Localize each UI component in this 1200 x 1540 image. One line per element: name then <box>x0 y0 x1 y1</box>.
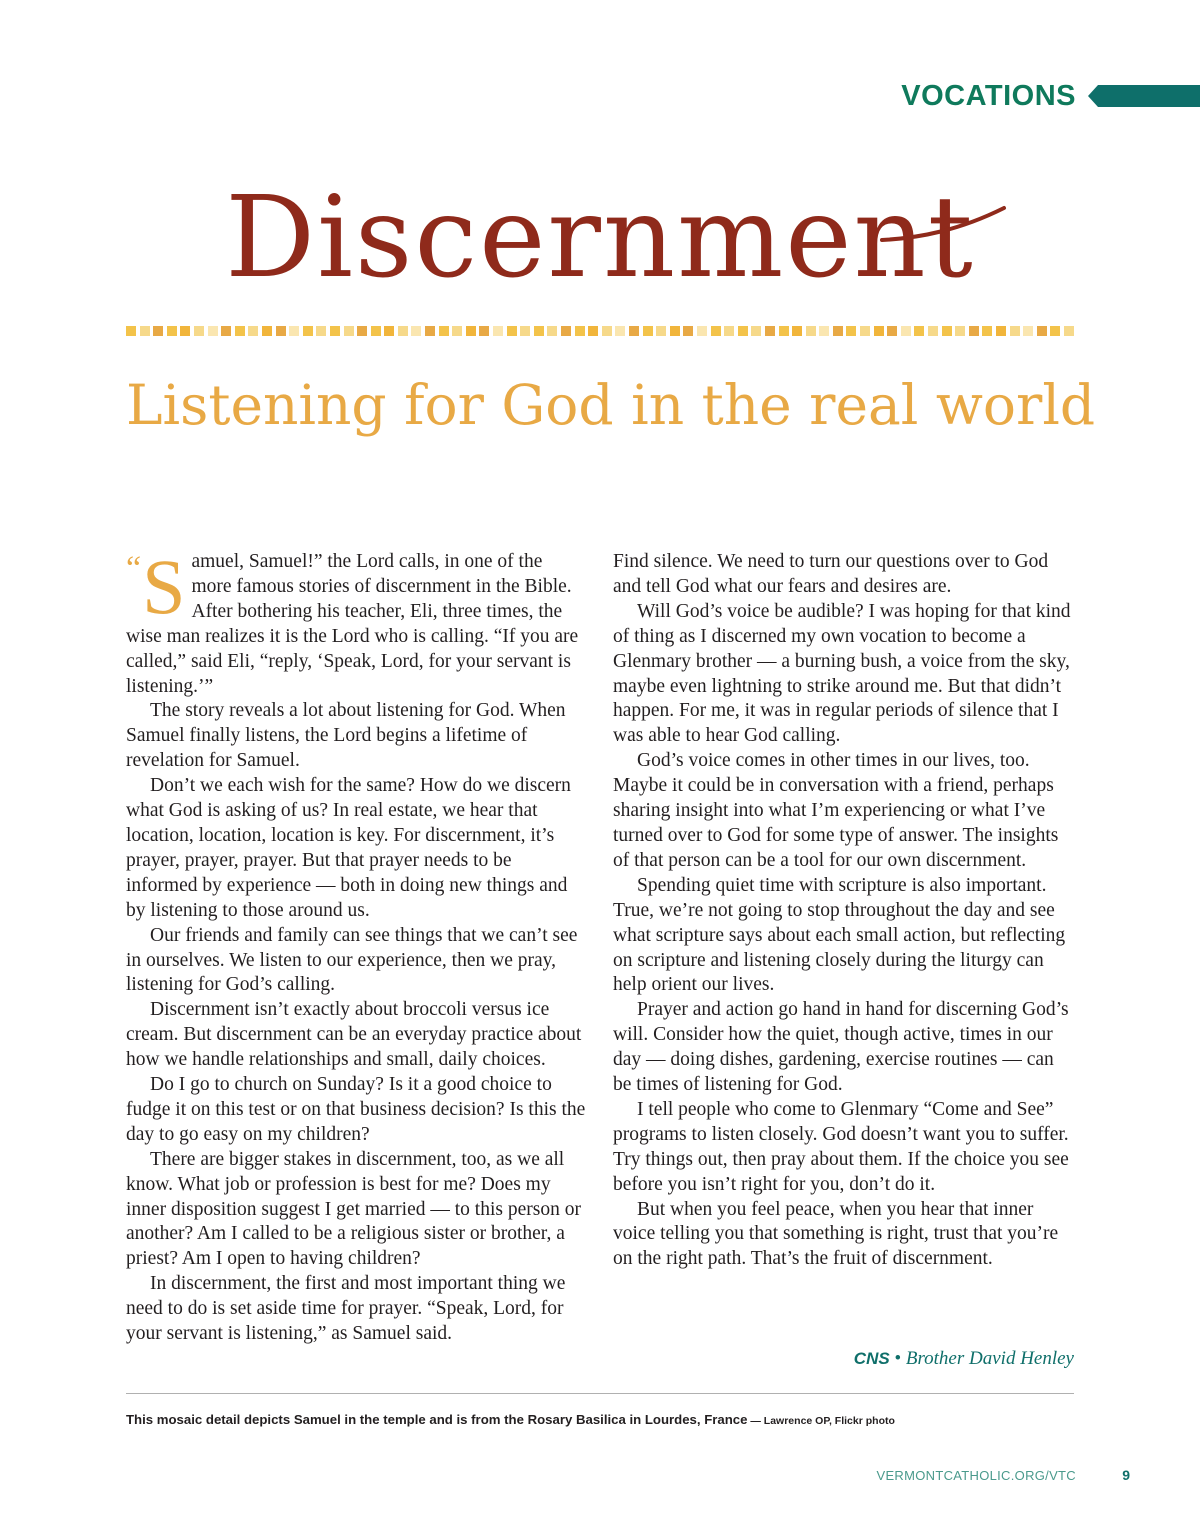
mosaic-tile <box>398 326 408 336</box>
photo-caption <box>126 1412 1074 1427</box>
mosaic-tile <box>140 326 150 336</box>
article-title: Discernment <box>225 173 975 303</box>
paragraph <box>613 998 1075 1098</box>
mosaic-tile <box>819 326 829 336</box>
mosaic-tile <box>643 326 653 336</box>
mosaic-tile <box>942 326 952 336</box>
paragraph-text: I tell people who come to Glenmary “Come and See” programs to listen closely. God doesn’t want you to suffer. Try things out, then pray about them. If the choice you see before you isn’t right for you, don’t do it. <box>613 1098 1069 1195</box>
paragraph-text: Will God’s voice be audible? I was hoping for that kind of thing as I discerned my own vocation to become a Glenmary brother — a burning bush, a voice from the sky, maybe even lightning to strike around me. But that didn’t happen. For me, it was in regular periods of silence that I was able to hear God calling. <box>613 600 1071 747</box>
paragraph <box>126 1073 586 1148</box>
mosaic-tile <box>738 326 748 336</box>
mosaic-tile <box>466 326 476 336</box>
mosaic-tile <box>520 326 530 336</box>
paragraph-text: amuel, Samuel!” the Lord calls, in one of the more famous stories of discernment in the Bible. After bothering his teacher, Eli, three times, the wise man realizes it is the Lord who is calling. “If you are called,” said Eli, “reply, ‘Speak, Lord, for your servant is listening.’” <box>126 551 579 697</box>
paragraph-text: Do I go to church on Sunday? Is it a good choice to fudge it on this test or on that business decision? Is this the day to go easy on my children? <box>126 1074 586 1145</box>
mosaic-tile <box>167 326 177 336</box>
footer-url[interactable]: VERMONTCATHOLIC.ORG/VTC <box>876 1468 1076 1483</box>
title-swash-ornament <box>880 200 1010 260</box>
section-tab-bar <box>1088 85 1200 107</box>
mosaic-tile <box>982 326 992 336</box>
mosaic-tile <box>1023 326 1033 336</box>
mosaic-tile <box>411 326 421 336</box>
mosaic-tile <box>289 326 299 336</box>
mosaic-tile <box>955 326 965 336</box>
mosaic-tile <box>371 326 381 336</box>
byline-source: CNS <box>853 1349 890 1368</box>
section-label: VOCATIONS <box>901 79 1076 112</box>
mosaic-tile <box>833 326 843 336</box>
mosaic-tile <box>846 326 856 336</box>
mosaic-tile <box>928 326 938 336</box>
mosaic-tile <box>1010 326 1020 336</box>
mosaic-tile <box>751 326 761 336</box>
mosaic-tile <box>1064 326 1074 336</box>
mosaic-tile <box>194 326 204 336</box>
byline <box>854 1348 1074 1370</box>
mosaic-tile <box>615 326 625 336</box>
article-column-right <box>613 550 1075 1272</box>
mosaic-tile <box>384 326 394 336</box>
mosaic-tile <box>316 326 326 336</box>
caption-credit: — Lawrence OP, Flickr photo <box>747 1415 895 1427</box>
mosaic-tile <box>330 326 340 336</box>
byline-author: Brother David Henley <box>905 1348 1074 1369</box>
paragraph <box>613 749 1075 874</box>
paragraph-text: The story reveals a lot about listening for God. When Samuel finally listens, the Lord begins a lifetime of revelation for Samuel. <box>126 700 566 772</box>
paragraph <box>126 924 586 999</box>
paragraph <box>613 1098 1075 1198</box>
mosaic-tile <box>303 326 313 336</box>
paragraph-text: Spending quiet time with scripture is also important. True, we’re not going to stop throughout the day and see what scripture says about each small action, but reflecting on scripture and listening closely during the liturgy can help orient our lives. <box>613 874 1066 996</box>
mosaic-tile <box>969 326 979 336</box>
mosaic-tile <box>248 326 258 336</box>
paragraph <box>613 874 1075 999</box>
mosaic-tile <box>724 326 734 336</box>
mosaic-tile <box>493 326 503 336</box>
mosaic-tile <box>575 326 585 336</box>
mosaic-tile <box>425 326 435 336</box>
paragraph-text: Prayer and action go hand in hand for discerning God’s will. Consider how the quiet, though active, times in our day — doing dishes, gardening, exercise routines — can be times of listening for God. <box>613 999 1069 1096</box>
mosaic-tile <box>792 326 802 336</box>
paragraph-text: Our friends and family can see things that we can’t see in ourselves. We listen to our experience, then we pray, listening for God’s calling. <box>126 924 578 996</box>
paragraph <box>126 774 586 923</box>
mosaic-tile <box>344 326 354 336</box>
paragraph <box>126 1272 586 1347</box>
mosaic-tile <box>507 326 517 336</box>
paragraph <box>126 1148 586 1273</box>
paragraph-text: There are bigger stakes in discernment, too, as we all know. What job or profession is best for me? Does my inner disposition suggest I get married — to this person or another? Am I called to be a religious sister or brother, a priest? Am I open to having children? <box>126 1148 581 1270</box>
mosaic-tile <box>479 326 489 336</box>
paragraph-text: Find silence. We need to turn our questions over to God and tell God what our fears and desires are. <box>613 551 1049 597</box>
page-number: 9 <box>1122 1467 1130 1483</box>
byline-separator: • <box>889 1348 906 1369</box>
mosaic-tile <box>588 326 598 336</box>
caption-text: This mosaic detail depicts Samuel in the temple and is from the Rosary Basilica in Lourdes, France <box>126 1412 748 1427</box>
paragraph <box>126 543 586 699</box>
section-tab <box>901 78 1200 114</box>
mosaic-tile <box>765 326 775 336</box>
mosaic-tile <box>629 326 639 336</box>
paragraph <box>126 998 586 1073</box>
paragraph <box>613 600 1075 749</box>
caption-divider <box>126 1393 1074 1394</box>
paragraph-text: God’s voice comes in other times in our lives, too. Maybe it could be in conversation with a friend, perhaps sharing insight into what I’m experiencing or what I’ve turned over to God for some type of answer. The insights of that person can be a tool for our own discernment. <box>613 750 1059 871</box>
paragraph-text: But when you feel peace, when you hear that inner voice telling you that something is right, trust that you’re on the right path. That’s the fruit of discernment. <box>613 1198 1059 1270</box>
article-subtitle: Listening for God in the real world <box>126 373 1096 437</box>
mosaic-tile <box>561 326 571 336</box>
mosaic-tile <box>208 326 218 336</box>
dropcap-letter: S <box>142 543 186 630</box>
mosaic-tile <box>534 326 544 336</box>
mosaic-tile <box>602 326 612 336</box>
dropcap-quote: “ <box>126 550 142 587</box>
mosaic-tile <box>711 326 721 336</box>
paragraph-text: Discernment isn’t exactly about broccoli versus ice cream. But discernment can be an everyday practice about how we handle relationships and small, daily choices. <box>126 999 582 1071</box>
mosaic-tile <box>153 326 163 336</box>
paragraph-text: Don’t we each wish for the same? How do we discern what God is asking of us? In real estate, we hear that location, location, location is key. For discernment, it’s prayer, prayer, prayer. But that prayer needs to be informed by experience — both in doing new things and by listening to those around us. <box>126 775 571 921</box>
mosaic-tile <box>180 326 190 336</box>
mosaic-tile <box>235 326 245 336</box>
paragraph-text: In discernment, the first and most important thing we need to do is set aside time for prayer. “Speak, Lord, for your servant is listening,” as Samuel said. <box>126 1273 566 1345</box>
mosaic-tile <box>547 326 557 336</box>
mosaic-tile <box>996 326 1006 336</box>
mosaic-divider <box>126 326 1074 338</box>
mosaic-tile <box>126 326 136 336</box>
paragraph <box>126 699 586 774</box>
mosaic-tile <box>901 326 911 336</box>
mosaic-tile <box>860 326 870 336</box>
paragraph <box>613 550 1075 600</box>
mosaic-tile <box>1037 326 1047 336</box>
mosaic-tile <box>452 326 462 336</box>
mosaic-tile <box>1050 326 1060 336</box>
mosaic-tile <box>221 326 231 336</box>
mosaic-tile <box>656 326 666 336</box>
mosaic-tile <box>683 326 693 336</box>
mosaic-tile <box>887 326 897 336</box>
mosaic-tile <box>697 326 707 336</box>
paragraph <box>613 1198 1075 1273</box>
mosaic-tile <box>276 326 286 336</box>
mosaic-tile <box>262 326 272 336</box>
article-column-left <box>126 543 586 1347</box>
mosaic-tile <box>357 326 367 336</box>
mosaic-tile <box>806 326 816 336</box>
mosaic-tile <box>874 326 884 336</box>
mosaic-tile <box>670 326 680 336</box>
mosaic-tile <box>914 326 924 336</box>
mosaic-tile <box>779 326 789 336</box>
mosaic-tile <box>439 326 449 336</box>
